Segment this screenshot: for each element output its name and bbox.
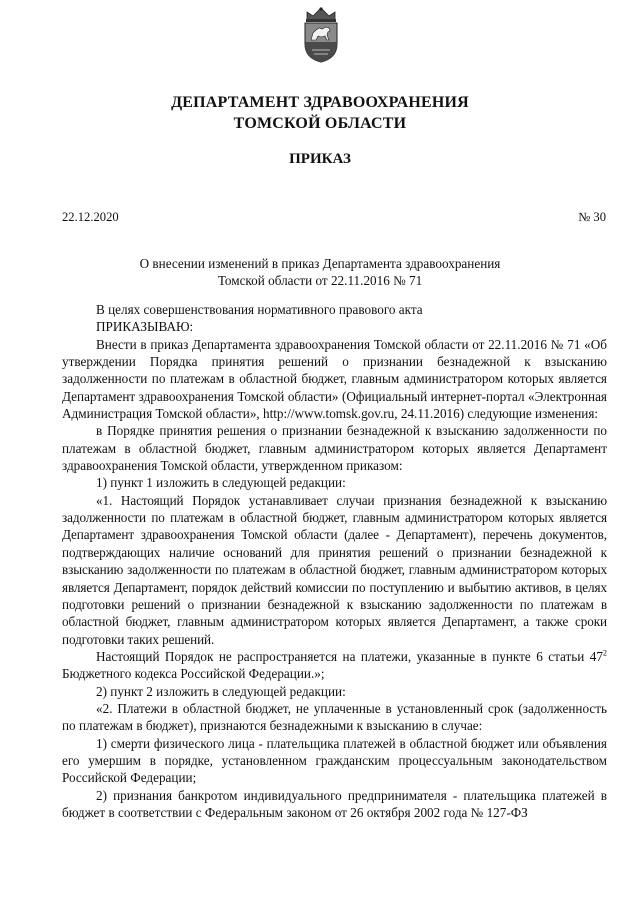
- paragraph-main-clause: Внести в приказ Департамента здравоохранения Томской области от 22.11.2016 № 71 «Об утверждении Порядка принятия решений о признании безнадежной к взысканию задолженности по платежам в областной бюджет, главным администратором которых является Департамент здравоохранения Томской области» (Официальный интернет-портал «Электронная Администрация Томской области», http://www.tomsk.gov.ru, 24.11.2016) следующие изменения:: [62, 336, 607, 422]
- paragraph-preamble: В целях совершенствования нормативного правового акта: [96, 302, 423, 317]
- document-type-title: ПРИКАЗ: [289, 151, 351, 167]
- coat-of-arms-icon: [299, 6, 343, 64]
- article-superscript: 2: [603, 648, 607, 658]
- subject-line2: Томской области от 22.11.2016 № 71: [217, 273, 423, 288]
- exclusion-text: Настоящий Порядок не распространяется на платежи, указанные в пункте 6 статьи 47: [96, 648, 603, 664]
- department-name-line1: ДЕПАРТАМЕНТ ЗДРАВООХРАНЕНИЯ: [171, 94, 469, 111]
- paragraph-item2-heading: 2) пункт 2 изложить в следующей редакции:: [96, 683, 346, 699]
- paragraph-exclusion: [62, 648, 607, 683]
- document-number: № 30: [578, 210, 606, 224]
- paragraph-procedure-intro: в Порядке принятия решения о признании безнадежной к взысканию задолженности по платежам в областной бюджет, главным администратором которых является Департамент здравоохранения Томской области, утвержденном приказом:: [62, 423, 607, 474]
- paragraph-order-word: ПРИКАЗЫВАЮ:: [96, 319, 194, 335]
- document-date: 22.12.2020: [62, 210, 119, 224]
- paragraph-item2-text: «2. Платежи в областной бюджет, не уплаченные в установленный срок (задолженность по платежам в бюджет), признаются безнадежными к взысканию в случае:: [62, 700, 607, 734]
- paragraph-item1-text: «1. Настоящий Порядок устанавливает случаи признания безнадежной к взысканию задолженности по платежам в областной бюджет, главным администратором которых является Департамент здравоохранения Томской области (далее - Департамент), перечень документов, подтверждающих наличие оснований для принятия решений о признании безнадежной к взысканию задолженности по платежам в областной бюджет, главным администратором которых является Департамент, порядок действий комиссии по поступлению и выбытию активов, в целях подготовки решений о признании безнадежной к взысканию задолженности по платежам в областной бюджет, главным администратором которых является Департамент, а также сроки подготовки таких решений.: [62, 492, 607, 647]
- document-body: [62, 301, 607, 821]
- exclusion-tail: Бюджетного кодекса Российской Федерации.»;: [62, 666, 325, 682]
- paragraph-case-death: 1) смерти физического лица - плательщика платежей в областной бюджет или объявления его умершим в порядке, установленном гражданским процессуальным законодательством Российской Федерации;: [62, 735, 607, 786]
- paragraph-item1-heading: 1) пункт 1 изложить в следующей редакции:: [96, 475, 346, 491]
- subject-line1: О внесении изменений в приказ Департамента здравоохранения: [139, 256, 501, 271]
- paragraph-case-bankruptcy: 2) признания банкротом индивидуального предпринимателя - плательщика платежей в бюджет в соответствии с Федеральным законом от 26 октября 2002 года № 127-ФЗ: [62, 787, 607, 820]
- department-name-line2: ТОМСКОЙ ОБЛАСТИ: [233, 115, 407, 132]
